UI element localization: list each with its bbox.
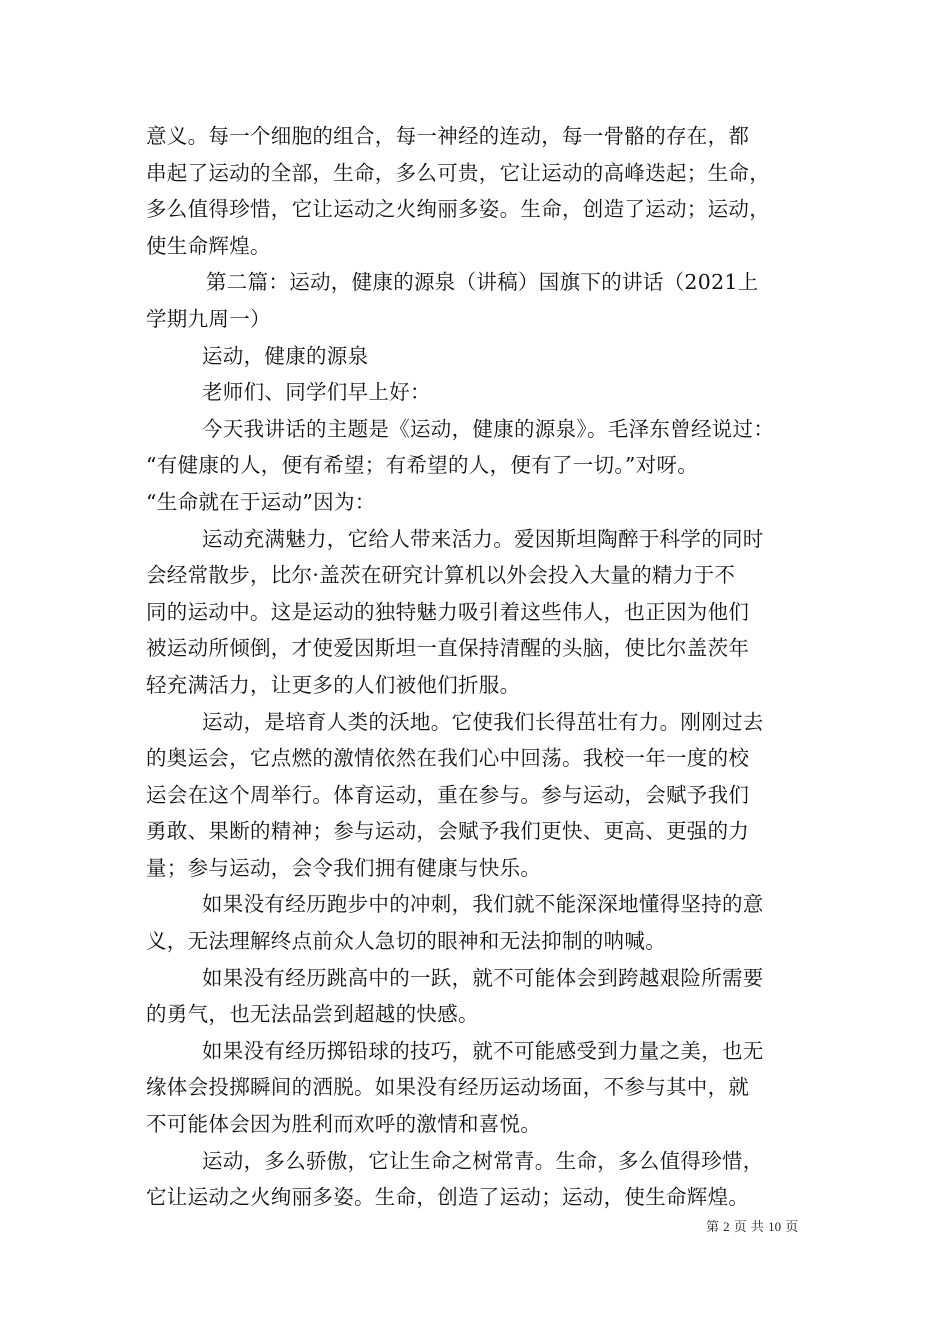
text-line: 使生命辉煌。: [146, 233, 271, 258]
section-heading: 第二篇：运动，健康的源泉（讲稿）国旗下的讲话（2021上: [206, 270, 759, 295]
page-number-footer: [706, 1219, 798, 1236]
text-line: 如果没有经历掷铅球的技巧，就不可能感受到力量之美，也无: [202, 1038, 764, 1063]
text-line: 意义。每一个细胞的组合，每一神经的连动，每一骨骼的存在，都: [146, 124, 750, 148]
text-line: 运动，是培育人类的沃地。它使我们长得茁壮有力。刚刚过去: [202, 709, 764, 734]
text-line: 勇敢、果断的精神；参与运动，会赋予我们更快、更高、更强的力: [146, 819, 750, 844]
text-line: 义，无法理解终点前众人急切的眼神和无法抑制的呐喊。: [146, 929, 666, 954]
text-line: 串起了运动的全部，生命，多么可贵，它让运动的高峰迭起；生命，: [146, 160, 770, 185]
text-line: 会经常散步，比尔·盖茨在研究计算机以外会投入大量的精力于不: [146, 563, 736, 588]
speech-title: 运动，健康的源泉: [202, 343, 369, 368]
text-line: 多么值得珍惜，它让运动之火绚丽多姿。生命，创造了运动；运动，: [146, 197, 770, 222]
text-line: 轻充满活力，让更多的人们被他们折服。: [146, 672, 521, 697]
text-line: 运动，多么骄傲，它让生命之树常青。生命，多么值得珍惜，: [202, 1148, 764, 1173]
text-line: 如果没有经历跑步中的冲刺，我们就不能深深地懂得坚持的意: [202, 892, 764, 917]
body-text: [146, 118, 808, 1216]
text-line: 如果没有经历跳高中的一跃，就不可能体会到跨越艰险所需要: [202, 965, 764, 990]
text-line: 的奥运会，它点燃的激情依然在我们心中回荡。我校一年一度的校: [146, 746, 750, 771]
greeting: 老师们、同学们早上好：: [202, 380, 431, 405]
footer-suffix: 页: [785, 1220, 799, 1235]
footer-middle: 页 共: [733, 1220, 764, 1235]
text-line: “有健康的人，便有希望；有希望的人，便有了一切。”对呀。: [146, 453, 699, 478]
total-page-number: 10: [768, 1219, 782, 1234]
text-line: 不可能体会因为胜利而欢呼的激情和喜悦。: [146, 1112, 542, 1137]
text-line: 运会在这个周举行。体育运动，重在参与。参与运动，会赋予我们: [146, 782, 750, 807]
text-line: 运动充满魅力，它给人带来活力。爱因斯坦陶醉于科学的同时: [202, 526, 764, 551]
current-page-number: 2: [723, 1219, 730, 1234]
text-line: 同的运动中。这是运动的独特魅力吸引着这些伟人，也正因为他们: [146, 599, 750, 624]
section-heading-continued: 学期九周一）: [146, 306, 271, 331]
text-line: 今天我讲话的主题是《运动，健康的源泉》。毛泽东曾经说过：: [202, 416, 775, 441]
text-line: 量；参与运动，会令我们拥有健康与快乐。: [146, 855, 542, 880]
text-line: 的勇气，也无法品尝到超越的快感。: [146, 1002, 479, 1027]
text-line: 被运动所倾倒，才使爱因斯坦一直保持清醒的头脑，使比尔盖茨年: [146, 636, 750, 661]
text-line: “生命就在于运动”因为：: [146, 489, 376, 514]
text-line: 它让运动之火绚丽多姿。生命，创造了运动；运动，使生命辉煌。: [146, 1185, 750, 1210]
text-line: 缘体会投掷瞬间的洒脱。如果没有经历运动场面，不参与其中，就: [146, 1075, 750, 1100]
footer-prefix: 第: [706, 1220, 720, 1235]
